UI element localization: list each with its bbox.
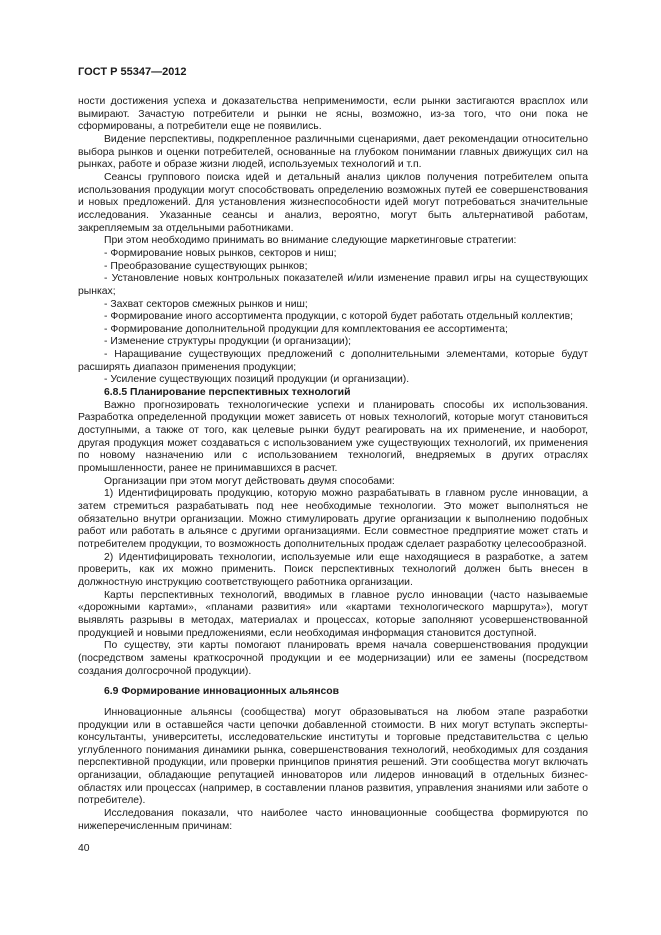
paragraph: Карты перспективных технологий, вводимых в главное русло инновации (часто называемые «дорожными картами», «планами развития» или «картами технологического маршрута»), могут выявлять разрывы в методах, материалах и процессах, которые заполняют усовершенствованной продукцией и новыми предложениями, если необходимая информация становится доступной.: [78, 589, 588, 639]
paragraph: Сеансы группового поиска идей и детальный анализ циклов получения потребителем опыта использования продукции могут способствовать определению возможных путей ее совершенствования и новых предложений. Для установления жизнеспособности идей могут потребоваться значительные исследования. Указанные сеансы и анализ, вероятно, могут быть альтернативой работам, закрепляемым за отдельными работниками.: [78, 171, 588, 234]
paragraph: ности достижения успеха и доказательства неприменимости, если рынки застигаются врасплох или вымирают. Зачастую потребители и рынки не ясны, возможно, из-за того, что они пока не сформированы, а потребители еще не появились.: [78, 96, 588, 133]
paragraph: Организации при этом могут действовать двумя способами:: [104, 475, 395, 487]
paragraph: 1) Идентифицировать продукцию, которую можно разрабатывать в главном русле инновации, а затем стремиться разрабатывать под нее необходимые технологии. Это может выполняться не обязательно внутри организации. Можно стимулировать другие организации к выполнению подобных работ или работать в альянсе с другими организациями. Если совместное предприятие может стать и потребителем продукции, то возможность дополнительных продаж сделает разработку целесообразной.: [78, 488, 588, 550]
page-number: 40: [78, 843, 90, 854]
paragraph: - Преобразование существующих рынков;: [104, 260, 308, 272]
paragraph: - Формирование новых рынков, секторов и ниш;: [104, 247, 337, 259]
paragraph: - Установление новых контрольных показателей и/или изменение правил игры на существующих рынках;: [78, 273, 588, 297]
paragraph: - Изменение структуры продукции (и организации);: [104, 336, 352, 348]
body-text: [78, 96, 588, 833]
paragraph: Видение перспективы, подкрепленное различными сценариями, дает рекомендации относительно выбора рынков и оценки потребителей, основанные на глубоком понимании главных движущих сил на рынках, работе и образе жизни людей, используемых технологий и т.п.: [78, 133, 588, 171]
paragraph: Важно прогнозировать технологические успехи и планировать способы их использования. Разработка определенной продукции может зависеть от новых технологий, которые могут становиться доступными, а также от того, как целевые рынки будут реагировать на их применение, и наоборот, другая продукция может создаваться с использованием уже существующих технологий, их применения по новому назначению или с использованием технологий, внедряемых в других отраслях промышленности, ранее не принимавшихся в расчет.: [78, 399, 588, 475]
paragraph: - Наращивание существующих предложений с дополнительными элементами, которые будут расширять диапазон применения продукции;: [78, 349, 588, 373]
paragraph: - Формирование дополнительной продукции для комплектования ее ассортимента;: [104, 323, 508, 335]
section-heading: 6.9 Формирование инновационных альянсов: [104, 686, 340, 698]
standard-code-header: ГОСТ Р 55347—2012: [78, 66, 187, 78]
paragraph: Исследования показали, что наиболее часто инновационные сообщества формируются по нижеперечисленным причинам:: [78, 808, 588, 832]
paragraph: - Формирование иного ассортимента продукции, с которой будет работать отдельный коллектив;: [104, 311, 574, 323]
paragraph: При этом необходимо принимать во внимание следующие маркетинговые стратегии:: [104, 235, 517, 247]
paragraph: Инновационные альянсы (сообщества) могут образовываться на любом этапе разработки продукции или в оставшейся части цепочки добавленной стоимости. В них могут вступать эксперты-консультанты, университеты, исследовательские институты и торговые представительства с целью углубленного понимания динамики рынка, совершенствования технологий, необходимых для создания перспективной продукции, или проверки принципов принятия решений. Эти сообщества могут включать организации, обладающие репутацией инноваторов или лидеров инноваций в отдельных бизнес-областях или процессах (например, в составлении планов развития, управления знаниями или заботе о потребителе).: [78, 706, 588, 807]
paragraph: - Усиление существующих позиций продукции (и организации).: [104, 374, 410, 386]
paragraph: - Захват секторов смежных рынков и ниш;: [104, 298, 308, 310]
paragraph: По существу, эти карты помогают планировать время начала совершенствования продукции (посредством замены краткосрочной продукции и ее модернизации) или ее замены (посредством создания долгосрочной продукции).: [78, 640, 588, 677]
section-heading: 6.8.5 Планирование перспективных технологий: [104, 387, 351, 399]
paragraph: 2) Идентифицировать технологии, используемые или еще находящиеся в разработке, а затем проверить, как их можно применить. Поиск перспективных технологий должен быть внесен в должностную инструкцию соответствующего работника организации.: [78, 551, 588, 588]
